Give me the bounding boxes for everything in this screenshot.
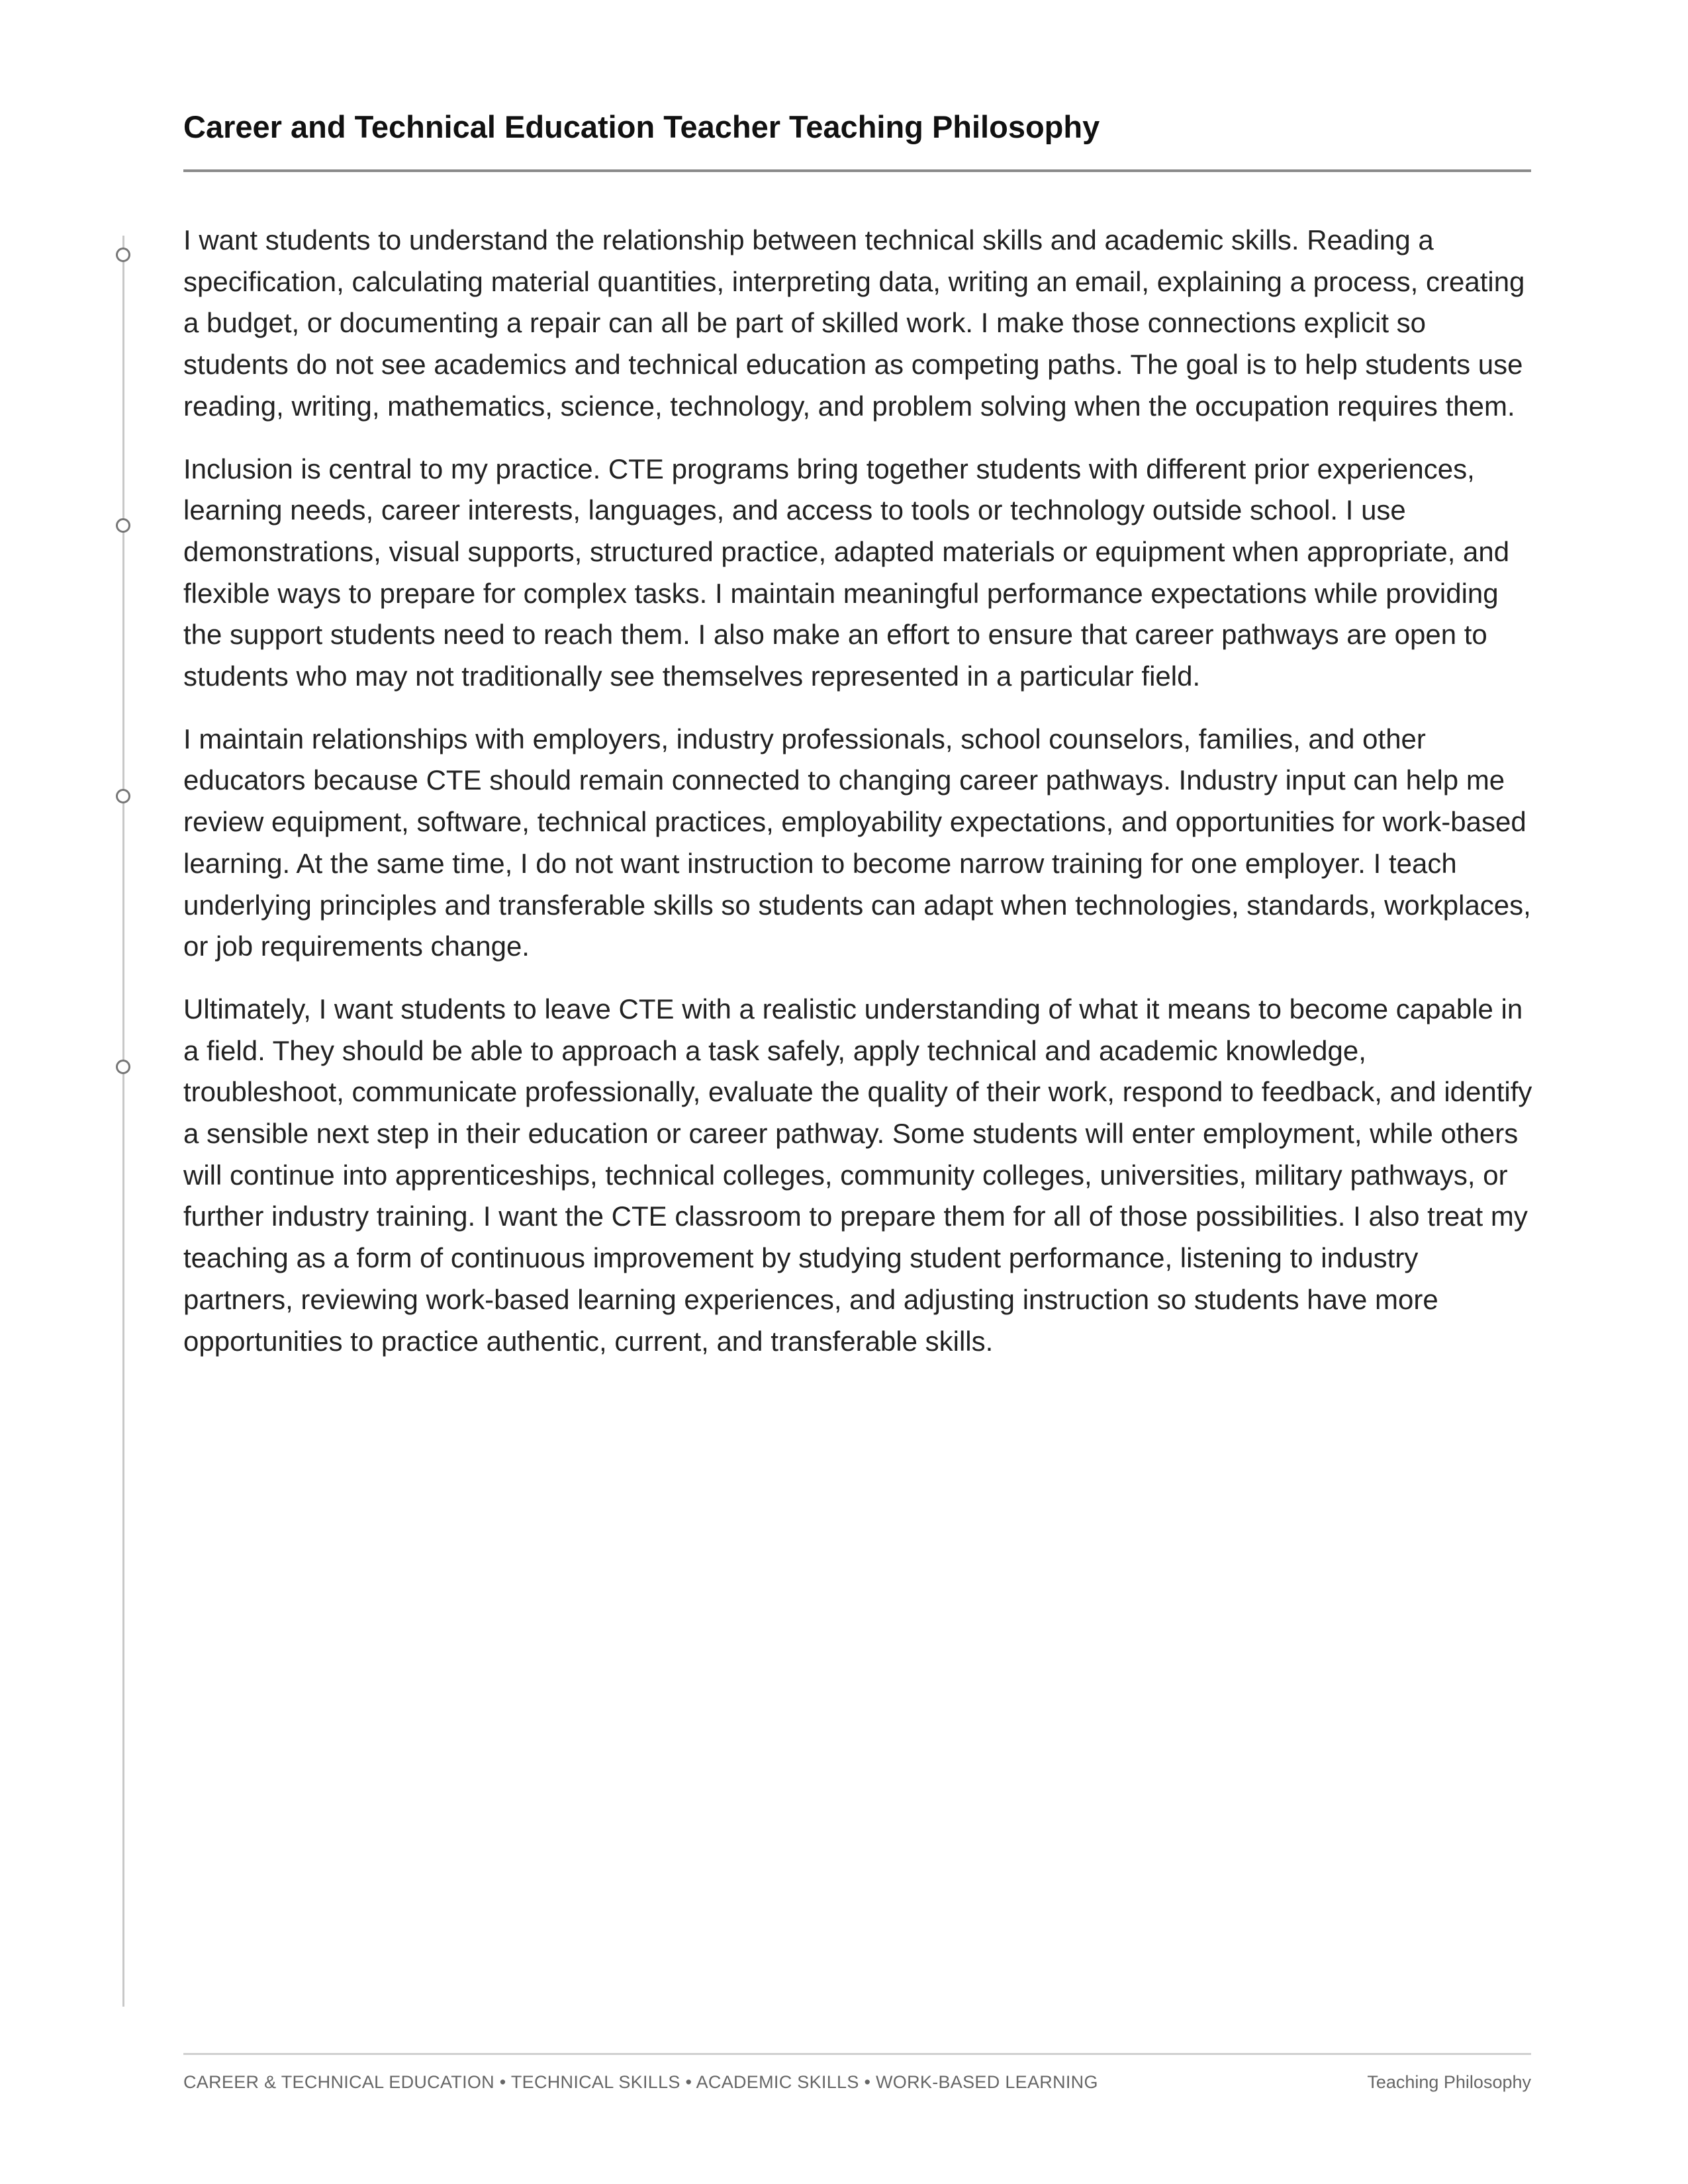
footer-page-label: Teaching Philosophy xyxy=(1367,2072,1531,2092)
paragraph-1: I want students to understand the relationship between technical skills and academic skills. Reading a specification, calculating material quantities, interpreting data, writing an email, explaining a process, creating a budget, or documenting a repair can all be part of skilled work. I make those connections explicit so students do not see academics and technical education as competing paths. The goal is to help students use reading, writing, mathematics, science, technology, and problem solving when the occupation requires them. xyxy=(183,224,1525,422)
timeline-node-icon xyxy=(116,789,130,803)
paragraph-4: Ultimately, I want students to leave CTE with a realistic understanding of what it means to become capable in a field. They should be able to approach a task safely, apply technical and academic knowledge, troubleshoot, communicate professionally, evaluate the quality of their work, respond to feedback, and identify a sensible next step in their education or career pathway. Some students will enter employment, while others will continue into apprenticeships, technical colleges, community colleges, universities, military pathways, or further industry training. I want the CTE classroom to prepare them for all of those possibilities. I also treat my teaching as a form of continuous improvement by studying student performance, listening to industry partners, reviewing work-based learning experiences, and adjusting instruction so students have more opportunities to practice authentic, current, and transferable skills. xyxy=(183,993,1532,1357)
footer-keywords: CAREER & TECHNICAL EDUCATION • TECHNICAL SKILLS • ACADEMIC SKILLS • WORK-BASED LEARNING xyxy=(183,2072,1098,2092)
paragraph-2: Inclusion is central to my practice. CTE programs bring together students with different prior experiences, learning needs, career interests, languages, and access to tools or technology outside school. I use demonstrations, visual supports, structured practice, adapted materials or equipment when appropriate, and flexible ways to prepare for complex tasks. I maintain meaningful performance expectations while providing the support students need to reach them. I also make an effort to ensure that career pathways are open to students who may not traditionally see themselves represented in a particular field. xyxy=(183,453,1510,692)
timeline-node-icon xyxy=(116,248,130,262)
timeline-line xyxy=(122,236,124,2007)
footer-divider xyxy=(183,2053,1531,2055)
title-divider xyxy=(183,169,1531,172)
body-text xyxy=(183,220,1534,1383)
page-title: Career and Technical Education Teacher Teaching Philosophy xyxy=(183,109,1100,144)
timeline-node-icon xyxy=(116,518,130,533)
timeline-node-icon xyxy=(116,1060,130,1074)
paragraph-3: I maintain relationships with employers, industry professionals, school counselors, families, and other educators because CTE should remain connected to changing career pathways. Industry input can help me review equipment, software, technical practices, employability expectations, and opportunities for work-based learning. At the same time, I do not want instruction to become narrow training for one employer. I teach underlying principles and transferable skills so students can adapt when technologies, standards, workplaces, or job requirements change. xyxy=(183,723,1531,962)
